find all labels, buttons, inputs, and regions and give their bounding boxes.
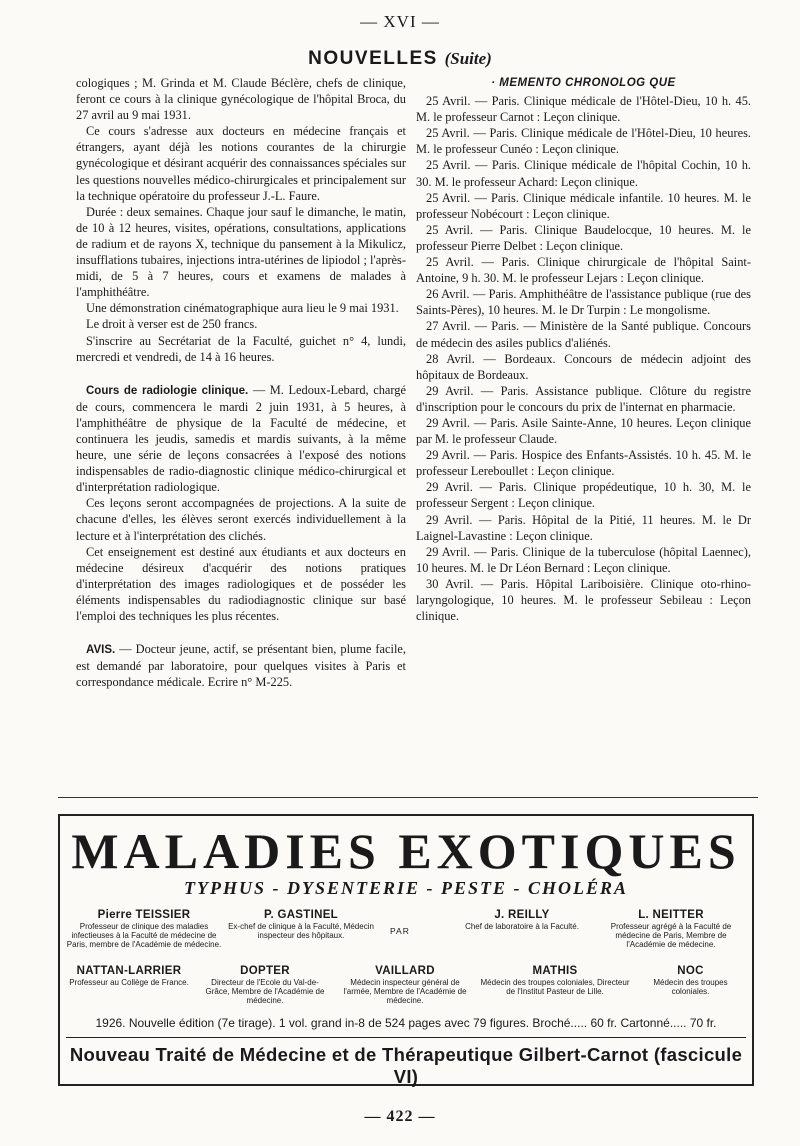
- paragraph: Le droit à verser est de 250 francs.: [86, 317, 258, 332]
- author-neitter: [596, 908, 746, 949]
- author-name: Pierre TEISSIER: [97, 909, 191, 921]
- author-desc: Médecin inspecteur général de l'armée, Membre de l'Académie de médecine.: [343, 978, 467, 1005]
- radiology-text: — M. Ledoux-Lebard, chargé de cours, commencera le mardi 2 juin 1931, à 5 heures, à l'amphithéâtre de physique de la Faculté de médecine, et continuera les jeudis, samedis et mardis suivants, à la même heure, une série de leçons consacrées à l'exposé des notions indispensables de radio-diagnostic clinique médico-chirurgical et d'interprétation radiologique.: [76, 382, 406, 495]
- memento-entry: 29 Avril. — Paris. Hospice des Enfants-Assistés. 10 h. 45. M. le professeur Lereboullet : Leçon clinique.: [416, 448, 751, 479]
- ad-divider: [66, 1037, 746, 1038]
- memento-entry: 29 Avril. — Paris. Assistance publique. Clôture du registre d'inscription pour le concours du prix de l'internat en pharmacie.: [416, 383, 751, 414]
- memento-entry: 27 Avril. — Paris. — Ministère de la Santé publique. Concours de médecin des asiles publics d'aliénés.: [416, 319, 751, 350]
- memento-entry: 28 Avril. — Bordeaux. Concours de médecin adjoint des hôpitaux de Bordeaux.: [416, 351, 751, 382]
- author-noc: [638, 964, 743, 996]
- author-name: NOC: [677, 965, 704, 977]
- paragraph: Une démonstration cinématographique aura lieu le 9 mai 1931.: [86, 301, 399, 316]
- author-reilly: [452, 908, 592, 931]
- author-teissier: [64, 908, 224, 949]
- memento-entry: 25 Avril. — Paris. Clinique médicale infantile. 10 heures. M. le professeur Nobécourt : Leçon clinique.: [416, 190, 751, 221]
- ad-subtitle: TYPHUS - DYSENTERIE - PESTE - CHOLÉRA: [183, 878, 629, 898]
- right-column: [416, 75, 751, 624]
- author-desc: Ex-chef de clinique à la Faculté, Médecin inspecteur des hôpitaux.: [228, 922, 374, 940]
- author-name: DOPTER: [240, 965, 290, 977]
- author-name: J. REILLY: [494, 909, 550, 921]
- memento-entry: 25 Avril. — Paris. Clinique médicale de l'Hôtel-Dieu, 10 h. 45. M. le professeur Carnot : Leçon clinique.: [416, 94, 751, 125]
- page-number: — 422 —: [364, 1108, 436, 1125]
- author-gastinel: [226, 908, 376, 940]
- paragraph: cologiques ; M. Grinda et M. Claude Béclère, chefs de clinique, feront ce cours à la clinique gynécologique de l'hôpital Broca, du 27 avril au 9 mai 1931.: [76, 76, 406, 123]
- author-desc: Professeur de clinique des maladies infectieuses à la Faculté de médecine de Paris, membre de l'Académie de médecine.: [66, 922, 222, 949]
- author-desc: Professeur au Collège de France.: [69, 978, 189, 987]
- section-title-suite: (Suite): [444, 49, 492, 68]
- memento-entry: 29 Avril. — Paris. Asile Sainte-Anne, 10 heures. Leçon clinique par M. le professeur Claude.: [416, 415, 751, 447]
- author-name: NATTAN-LARRIER: [76, 965, 182, 977]
- author-desc: Directeur de l'Ecole du Val-de-Grâce, Membre de l'Académie de médecine.: [205, 978, 325, 1005]
- author-name: VAILLARD: [375, 965, 435, 977]
- section-title: [0, 48, 800, 70]
- ad-edition: 1926. Nouvelle édition (7e tirage). 1 vol. grand in-8 de 524 pages avec 79 figures. Broché..... 60 fr. Cartonné..... 70 fr.: [95, 1016, 717, 1030]
- memento-entry: 29 Avril. — Paris. Clinique propédeutique, 10 h. 30, M. le professeur Sergent : Leçon clinique.: [416, 480, 751, 511]
- radiology-heading: Cours de radiologie clinique.: [86, 384, 249, 397]
- author-nattan-larrier: [64, 964, 194, 987]
- ad-book-title: Nouveau Traité de Médecine et de Thérapeutique Gilbert-Carnot (fascicule VI): [69, 1044, 743, 1087]
- paragraph: Ce cours s'adresse aux docteurs en médecine français et étrangers, ayant déjà les notions courantes de la chirurgie gynécologique et désirant acquérir des connaissances spéciales sur les questions nouvelles médico-chirurgicales et principalement sur la technique opératoire du professeur J.-L. Faure.: [76, 124, 406, 203]
- memento-entry: 25 Avril. — Paris. Clinique médicale de l'hôpital Cochin, 10 h. 30. M. le professeur Achard: Leçon clinique.: [416, 158, 751, 189]
- memento-entry: 30 Avril. — Paris. Hôpital Lariboisière. Clinique oto-rhino-laryngologique, 10 heures. M. le professeur Sebileau : Leçon clinique.: [416, 576, 751, 624]
- avis-text: — Docteur jeune, actif, se présentant bien, plume facile, est demandé par laboratoire, pour quelques visites à Paris et correspondance médicale. Ecrire n° M-225.: [76, 642, 406, 690]
- author-desc: Médecin des troupes coloniales, Directeur de l'Institut Pasteur de Lille.: [480, 978, 630, 996]
- avis-paragraph: [76, 641, 406, 690]
- avis-heading: AVIS.: [86, 644, 116, 657]
- memento-entry: 26 Avril. — Paris. Amphithéâtre de l'assistance publique (rue des Saints-Pères), 10 heures. M. le Dr Turpin : Le mongolisme.: [416, 287, 751, 318]
- author-desc: Professeur agrégé à la Faculté de médecine de Paris, Membre de l'Académie de médecine.: [610, 922, 732, 949]
- author-name: P. GASTINEL: [263, 909, 339, 921]
- section-title-text: NOUVELLES: [308, 48, 438, 69]
- paragraph: Ces leçons seront accompagnées de projections. A la suite de chacune d'elles, les élèves seront exercés individuellement à la lecture et à l'interprétation des clichés.: [76, 496, 406, 543]
- left-column: [76, 75, 406, 690]
- author-name: L. NEITTER: [638, 909, 704, 921]
- memento-title: · MEMENTO CHRONOLOG QUE: [491, 77, 676, 89]
- author-desc: Chef de laboratoire à la Faculté.: [465, 922, 579, 931]
- memento-entry: 25 Avril. — Paris. Clinique médicale de l'Hôtel-Dieu, 10 heures. M. le professeur Cunéo : Leçon clinique.: [416, 126, 751, 157]
- author-mathis: [480, 964, 630, 996]
- paragraph: Durée : deux semaines. Chaque jour sauf le dimanche, le matin, de 10 à 12 heures, visites, opérations, consultations, applications de radium et de rayons X, technique du pansement à la Mikulicz, insufflations tubaires, injections intra-utérines de lipiodol ; l'après-midi, de 5 à 7 heures, cours et examens de malades à l'amphithéâtre.: [76, 204, 406, 300]
- page-header-roman: — XVI —: [360, 12, 440, 31]
- author-desc: Médecin des troupes coloniales.: [653, 978, 728, 996]
- memento-entry: 29 Avril. — Paris. Hôpital de la Pitié, 11 heures. M. le Dr Laignel-Lavastine : Leçon clinique.: [416, 512, 751, 543]
- paragraph: Cet enseignement est destiné aux étudiants et aux docteurs en médecine désireux d'acquérir des notions pratiques d'interprétation des images radiologiques et de posséder les éléments indispensables du radiodiagnostic clinique sur basé l'emploi des techniques les plus récentes.: [76, 544, 406, 623]
- ad-par: PAR: [390, 926, 410, 936]
- author-name: MATHIS: [532, 965, 578, 977]
- advertisement-box: [58, 814, 754, 1086]
- radiology-paragraph: [76, 382, 406, 496]
- author-dopter: [200, 964, 330, 1005]
- author-vaillard: [340, 964, 470, 1005]
- paragraph: S'inscrire au Secrétariat de la Faculté, guichet n° 4, lundi, mercredi et vendredi, de 14 à 16 heures.: [76, 333, 406, 364]
- memento-entry: 25 Avril. — Paris. Clinique Baudelocque, 10 heures. M. le professeur Pierre Delbet : Leçon clinique.: [416, 222, 751, 253]
- ad-title: MALADIES EXOTIQUES: [71, 823, 741, 879]
- divider: [58, 797, 758, 798]
- memento-entry: 25 Avril. — Paris. Clinique chirurgicale de l'hôpital Saint-Antoine, 9 h. 30. M. le professeur Lejars : Leçon clinique.: [416, 255, 751, 286]
- memento-entry: 29 Avril. — Paris. Clinique de la tuberculose (hôpital Laennec), 10 heures. M. le Dr Léon Bernard : Leçon clinique.: [416, 544, 751, 575]
